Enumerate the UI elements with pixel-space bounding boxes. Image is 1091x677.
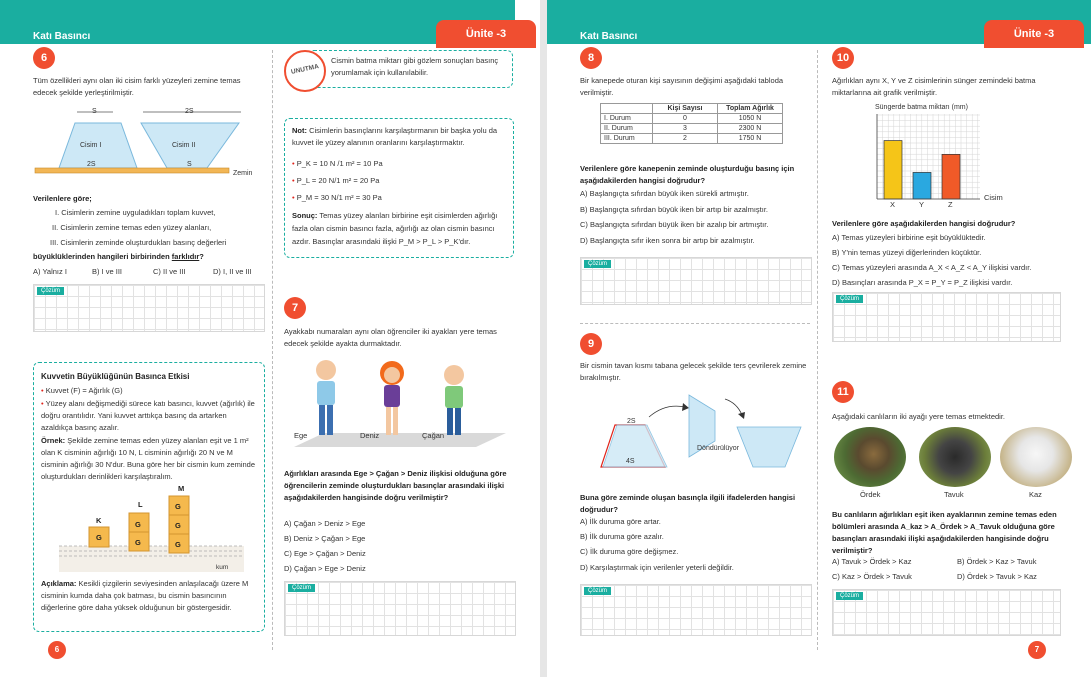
q6-option-d[interactable]: D) I, II ve III xyxy=(213,267,252,276)
q6-solution-area[interactable] xyxy=(33,284,265,332)
q6-question xyxy=(33,251,268,263)
q8-option-d[interactable]: D) Başlangıçta sıfır iken sonra bir artıp bir azalmıştır. xyxy=(580,236,755,245)
q6-question-c: ? xyxy=(199,252,204,261)
name-cagan: Çağan xyxy=(422,431,445,440)
left-page xyxy=(0,0,540,677)
q8-number: 8 xyxy=(580,47,602,69)
q7-solution-label: Çözüm xyxy=(288,584,315,592)
q6-label-cisim1: Cisim I xyxy=(80,142,102,149)
unutma-badge xyxy=(284,50,326,92)
q8-question: Verilenlere göre kanepenin zeminde oluşturduğu basınç için aşağıdakilerden hangisi doğrudur? xyxy=(580,164,795,185)
table-row: I. Durum 0 1050 N xyxy=(601,114,783,124)
q6-label-s-bottom: S xyxy=(187,161,192,168)
bar-x xyxy=(884,141,902,199)
q8-solution-label: Çözüm xyxy=(584,260,611,268)
unutma-text: Cismin batma miktarı gibi gözlem sonuçları basınç yorumlamak için kullanılabilir. xyxy=(331,56,499,77)
q10-solution-area[interactable] xyxy=(832,292,1061,342)
label-k: K xyxy=(96,516,102,525)
q9-option-b[interactable]: B) İlk duruma göre azalır. xyxy=(580,532,664,541)
q8-option-c[interactable]: C) Başlangıçta sıfırdan büyük iken bir azalıp bir artmıştır. xyxy=(580,220,769,229)
q7-solution-area[interactable] xyxy=(284,581,516,636)
left-header-title: Katı Basıncı xyxy=(33,31,91,42)
q8-table-header: Kişi Sayısı Toplam Ağırlık xyxy=(601,104,783,114)
label-m: M xyxy=(178,484,185,493)
q6-solution-label: Çözüm xyxy=(37,287,64,295)
q9-solution-label: Çözüm xyxy=(584,587,611,595)
duck-image xyxy=(834,427,906,487)
q11-option-c[interactable]: C) Kaz > Ördek > Tavuk xyxy=(832,572,912,581)
left-unit-tab: Ünite -3 xyxy=(436,20,536,48)
unutma-box xyxy=(308,50,513,88)
q11-question: Bu canlıların ağırlıkları eşit iken ayaklarının zemine temas eden bölümleri arasında A_kaz > A_Ördek > A_Tavuk olduğuna göre basınçları arasındaki ilişki aşağıdakilerden hangisinde doğru verilmiştir? xyxy=(832,510,1057,555)
right-header-title: Katı Basıncı xyxy=(580,31,638,42)
batma-chart xyxy=(872,114,987,212)
note-result-title: Sonuç: xyxy=(292,211,318,220)
q9-flipped-shape xyxy=(737,427,801,467)
q6-option-a[interactable]: A) Yalnız I xyxy=(33,267,67,276)
bar-y xyxy=(913,172,931,199)
animal-tavuk: Tavuk xyxy=(944,490,964,499)
q10-question: Verilenlere göre aşağıdakilerden hangisi doğrudur? xyxy=(832,219,1016,228)
info-explanation-title: Açıklama: xyxy=(41,579,77,588)
q9-label-2s: 2S xyxy=(627,418,636,425)
q9-label-4s: 4S xyxy=(626,458,635,465)
right-row-divider xyxy=(580,323,810,324)
q8-text: Bir kanepede oturan kişi sayısının değişimi aşağıdaki tabloda verilmiştir. xyxy=(580,76,784,97)
q10-option-b[interactable]: B) Y'nin temas yüzeyi diğerlerinden küçüktür. xyxy=(832,248,982,257)
q11-number: 11 xyxy=(832,381,854,403)
right-page-number: 7 xyxy=(1028,641,1046,659)
goose-image xyxy=(1000,427,1072,487)
q10-number: 10 xyxy=(832,47,854,69)
q10-option-c[interactable]: C) Temas yüzeyleri arasında A_X < A_Z < A_Y ilişkisi vardır. xyxy=(832,263,1032,272)
q6-label-s-top: S xyxy=(92,108,97,115)
q10-option-d[interactable]: D) Basınçları arasında P_X = P_Y = P_Z ilişkisi vardır. xyxy=(832,278,1013,287)
q11-solution-area[interactable] xyxy=(832,589,1061,636)
animal-ordek: Ördek xyxy=(860,490,881,499)
note-result xyxy=(292,209,508,248)
info-explanation-text: Kesikli çizgilerin seviyesinden anlaşılacağı üzere M cisminin kumda daha çok batması, bu cismin basıncının diğerlerine göre daha yüksek olduğunun bir göstergesidir. xyxy=(41,579,249,612)
q8-table xyxy=(600,103,783,144)
q7-question: Ağırlıkları arasında Ege > Çağan > Deniz ilişkisi olduğuna göre öğrencilerin zeminde oluşturdukları basınçlar arasındaki ilişki aşağıdakilerden hangisinde doğru verilmiştir? xyxy=(284,469,507,502)
q6-question-b: farklıdır xyxy=(171,252,200,261)
q11-solution-label: Çözüm xyxy=(836,592,863,600)
q6-question-a: büyüklüklerinden hangileri birbirinden xyxy=(33,252,170,261)
unutma-badge-label: UNUTMA xyxy=(290,63,320,76)
q9-option-c[interactable]: C) İlk duruma göre değişmez. xyxy=(580,547,679,556)
note-formula-1: • P_K = 10 N /1 m² = 10 Pa xyxy=(292,159,383,168)
x-tick-label: X xyxy=(890,200,896,209)
q9-option-d[interactable]: D) Karşılaştırmak için verilenler yeterli değildir. xyxy=(580,563,734,572)
q6-label-2s-top: 2S xyxy=(185,108,194,115)
bar-z xyxy=(942,154,960,199)
zemin-surface xyxy=(35,168,229,173)
q6-label-cisim2: Cisim II xyxy=(172,142,196,149)
label-g-l2: G xyxy=(135,538,141,547)
q6-text: Tüm özellikleri aynı olan iki cisim farklı yüzeyleri zemine temas edecek şekilde yerleştirilmiştir. xyxy=(33,76,241,97)
name-ege: Ege xyxy=(294,431,308,440)
q7-option-d[interactable]: D) Çağan > Ege > Deniz xyxy=(284,564,366,573)
q6-intro: Verilenlere göre; xyxy=(33,194,92,203)
q11-option-d[interactable]: D) Ördek > Tavuk > Kaz xyxy=(957,572,1037,581)
q9-text: Bir cismin tavan kısmı tabana gelecek şekilde ters çevrilerek zemine bırakılmıştır. xyxy=(580,361,807,382)
right-unit-tab: Ünite -3 xyxy=(984,20,1084,48)
q9-figure xyxy=(587,385,812,475)
label-g-m3: G xyxy=(175,540,181,549)
info-example-text: Şekilde zemine temas eden yüzey alanları eşit ve 1 m² olan K cisminin ağırlığı 10 N, L cisminin ağırlığı 20 N ve M cisminin ağırlığı 30 N'dur. Buna göre her bir cismin kum zeminde oluşturdukları derinlikleri karşılaştıralım. xyxy=(41,436,256,481)
label-g-m1: G xyxy=(175,502,181,511)
info-bullet-1: • Kuvvet (F) = Ağırlık (G) xyxy=(41,386,123,395)
left-column-divider xyxy=(272,50,273,650)
deniz-figure xyxy=(380,361,404,435)
q11-text: Aşağıdaki canlıların iki ayağı yere temas etmektedir. xyxy=(832,412,1005,421)
y-tick-label: Y xyxy=(919,200,925,209)
info-example-title: Örnek: xyxy=(41,436,66,445)
q6-label-zemin: Zemin xyxy=(233,170,253,177)
q9-question: Buna göre zeminde oluşan basınçla ilgili ifadelerden hangisi doğrudur? xyxy=(580,493,796,514)
right-page xyxy=(547,0,1091,677)
q8-option-b[interactable]: B) Başlangıçta sıfırdan büyük iken bir artıp bir azalmıştır. xyxy=(580,205,768,214)
q10-text: Ağırlıkları aynı X, Y ve Z cisimlerinin sünger zemindeki batma miktarlarına ait grafik verilmiştir. xyxy=(832,76,1036,97)
q7-option-b[interactable]: B) Deniz > Çağan > Ege xyxy=(284,534,366,543)
name-deniz: Deniz xyxy=(360,431,380,440)
pressure-info-box xyxy=(33,362,265,632)
info-bullet-2: • Yüzey alanı değişmediği sürece katı basıncı, kuvvet (ağırlık) ile doğru orantılıdır. Yani kuvvet arttıkça basınç da artarken azaldıkça basınç azalır. xyxy=(41,399,255,432)
q7-text: Ayakkabı numaraları aynı olan öğrenciler iki ayakları yere temas edecek şekilde ayakta durmaktadır. xyxy=(284,327,497,348)
q7-option-a[interactable]: A) Çağan > Deniz > Ege xyxy=(284,519,366,528)
q9-arrow-1 xyxy=(649,406,685,417)
q6-option-b[interactable]: B) I ve III xyxy=(92,267,123,276)
label-g-k: G xyxy=(96,533,102,542)
q6-figure xyxy=(33,103,263,181)
note-formula-2: • P_L = 20 N/1 m² = 20 Pa xyxy=(292,176,380,185)
q8-option-a[interactable]: A) Başlangıçta sıfırdan büyük iken sürekli artmıştır. xyxy=(580,189,749,198)
info-explanation xyxy=(41,578,259,614)
note-title: Not: xyxy=(292,126,307,135)
label-l: L xyxy=(138,500,143,509)
q7-figure xyxy=(284,355,516,455)
note-body: Cisimlerin basınçlarını karşılaştırmanın bir başka yolu da kuvvet ile yüzey alanının oranlarını karşılaştırmaktır. xyxy=(292,126,498,147)
q9-label-rotated: Döndürülüyor xyxy=(697,445,740,452)
note-result-text: Temas yüzey alanları birbirine eşit cisimlerden ağırlığı fazla olan cismin basıncı fazla, ağırlığı az olan cismin basıncı azdır. Basınçlar arasındaki ilişki P_M > P_L > P_K'dır. xyxy=(292,211,498,246)
q6-option-c[interactable]: C) II ve III xyxy=(153,267,186,276)
q10-solution-label: Çözüm xyxy=(836,295,863,303)
info-title: Kuvvetin Büyüklüğünün Basınca Etkisi xyxy=(41,372,190,381)
q6-item-1: I. Cisimlerin zemine uyguladıkları toplam kuvvet, xyxy=(55,208,216,217)
chart-x-label: Cisim xyxy=(984,193,1003,202)
q11-option-b[interactable]: B) Ördek > Kaz > Tavuk xyxy=(957,557,1037,566)
q6-item-2: II. Cisimlerin zemine temas eden yüzey alanları, xyxy=(52,223,212,232)
q9-option-a[interactable]: A) İlk duruma göre artar. xyxy=(580,517,661,526)
q6-label-2s-bottom: 2S xyxy=(87,161,96,168)
right-column-divider xyxy=(817,50,818,650)
q6-number: 6 xyxy=(33,47,55,69)
table-row: II. Durum 3 2300 N xyxy=(601,124,783,134)
table-row: III. Durum 2 1750 N xyxy=(601,134,783,144)
q9-number: 9 xyxy=(580,333,602,355)
note-box xyxy=(284,118,514,258)
q6-item-3: III. Cisimlerin zeminde oluşturdukları basınç değerleri xyxy=(50,238,227,247)
label-g-m2: G xyxy=(175,521,181,530)
q7-option-c[interactable]: C) Ege > Çağan > Deniz xyxy=(284,549,366,558)
floor xyxy=(294,433,506,447)
info-example xyxy=(41,435,259,483)
note-text xyxy=(292,125,508,149)
q9-arrow-2 xyxy=(725,399,742,415)
q8-solution-area[interactable] xyxy=(580,257,812,305)
chicken-image xyxy=(919,427,991,487)
left-page-number: 6 xyxy=(48,641,66,659)
q11-option-a[interactable]: A) Tavuk > Ördek > Kaz xyxy=(832,557,912,566)
cagan-figure xyxy=(444,365,464,435)
q9-solution-area[interactable] xyxy=(580,584,812,636)
q7-number: 7 xyxy=(284,297,306,319)
ege-figure xyxy=(316,360,336,435)
z-tick-label: Z xyxy=(948,200,953,209)
label-kum: kum xyxy=(216,564,229,571)
chart-title: Süngerde batma miktarı (mm) xyxy=(875,104,968,111)
note-formula-3: • P_M = 30 N/1 m² = 30 Pa xyxy=(292,193,382,202)
animal-kaz: Kaz xyxy=(1029,490,1042,499)
label-g-l1: G xyxy=(135,520,141,529)
q10-option-a[interactable]: A) Temas yüzeyleri birbirine eşit büyüklüktedir. xyxy=(832,233,986,242)
